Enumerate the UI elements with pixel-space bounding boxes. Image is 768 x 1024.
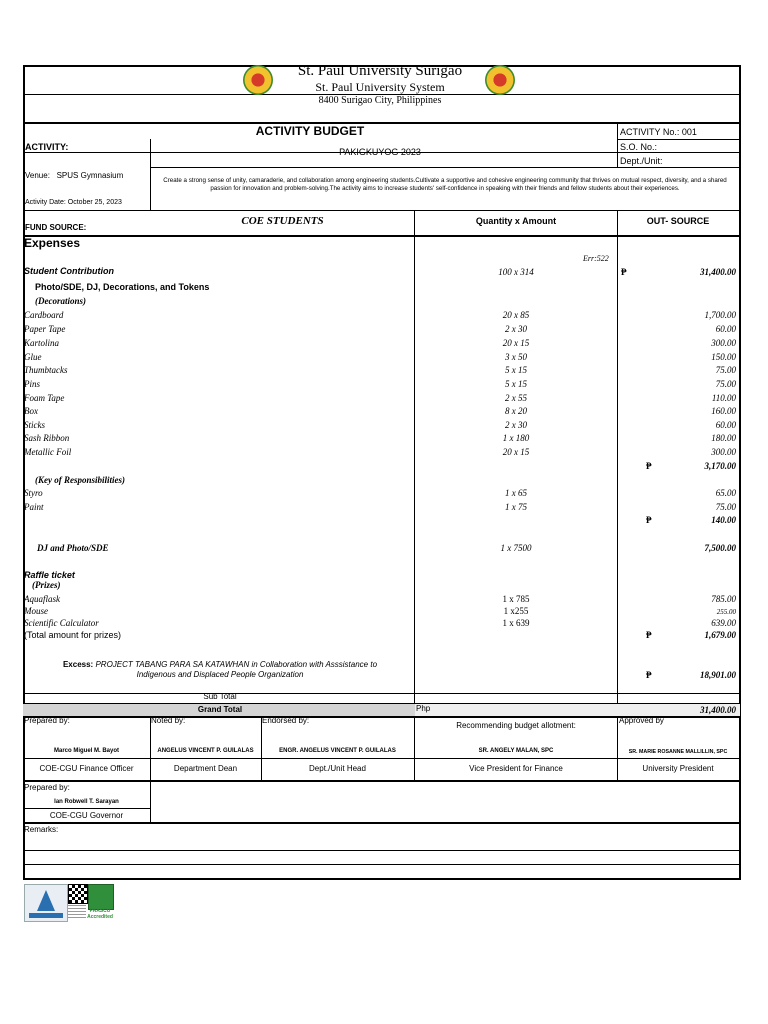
raffle-title: Raffle ticket (24, 570, 75, 580)
paascu-label (84, 908, 116, 920)
out-source-header: OUT- SOURCE (646, 216, 710, 226)
list-item-qty: 1 x 785 (502, 594, 530, 604)
list-item-name: Pins (24, 379, 41, 389)
prepared-by-title: COE-CGU Finance Officer (39, 764, 134, 773)
section-photo-dj-title: Photo/SDE, DJ, Decorations, and Tokens (35, 282, 210, 292)
list-item-name: Scientific Calculator (24, 618, 99, 628)
approved-by-name: SR. MARIE ROSANNE MALLILLIN, SPC (628, 749, 728, 755)
list-item-qty: 1 x 180 (502, 433, 530, 443)
list-item-qty: 5 x 15 (505, 379, 527, 389)
paascu-logo-icon (88, 884, 114, 910)
recommending-name: SR. ANGELY MALAN, SPC (478, 748, 554, 754)
list-item-amount: 150.00 (711, 352, 736, 362)
list-item-amount: 60.00 (715, 324, 736, 334)
excess-label: Excess: (62, 660, 94, 669)
peso-sign: ₱ (646, 461, 652, 471)
remarks-label: Remarks: (24, 825, 59, 834)
list-item-qty: 5 x 15 (505, 365, 527, 375)
list-item-qty: 20 x 15 (502, 338, 530, 348)
form-title: ACTIVITY BUDGET (255, 124, 365, 138)
list-item-qty: 2 x 30 (505, 324, 527, 334)
student-contribution-label: Student Contribution (24, 266, 114, 276)
qr-code-icon (68, 884, 88, 904)
venue-value: SPUS Gymnasium (56, 171, 124, 180)
activity-number (620, 127, 697, 137)
excess-amount: 18,901.00 (700, 670, 736, 680)
excess-note (30, 660, 410, 680)
recommending-title: Vice President for Finance (469, 764, 563, 773)
list-item-amount: 65.00 (715, 488, 736, 498)
list-item-name: Paper Tape (24, 324, 66, 334)
endorsed-by-name: ENGR. ANGELUS VINCENT P. GUILALAS (279, 748, 396, 754)
student-contribution-qty: 100 x 314 (498, 267, 534, 277)
list-item-qty: 1 x 75 (505, 502, 527, 512)
list-item-amount: 639.00 (711, 618, 736, 628)
university-name: St. Paul University Surigao (297, 63, 463, 79)
dj-photo-amount: 7,500.00 (704, 543, 736, 553)
activity-number-value: 001 (681, 127, 697, 137)
prepared-by-title-2: COE-CGU Governor (49, 811, 124, 820)
endorsed-by-title: Dept./Unit Head (309, 764, 366, 773)
peso-sign: ₱ (646, 630, 652, 640)
list-item-amount: 60.00 (715, 420, 736, 430)
list-item-qty: 2 x 30 (505, 420, 527, 430)
fund-source: COE STUDENTS (241, 215, 324, 227)
so-number-label: S.O. No.: (620, 142, 658, 152)
list-item-qty: 8 x 20 (505, 406, 527, 416)
list-item-amount: 75.00 (715, 502, 736, 512)
list-item-amount: 300.00 (711, 338, 736, 348)
venue (25, 171, 123, 180)
list-item-qty: 20 x 85 (502, 310, 530, 320)
university-system: St. Paul University System (315, 80, 445, 94)
list-item-name: Box (24, 406, 38, 416)
peso-sign: ₱ (621, 267, 627, 277)
list-item-qty: 20 x 15 (502, 447, 530, 457)
activity-number-label: ACTIVITY No.: (620, 127, 680, 137)
list-item-name: Thumbtacks (24, 365, 68, 375)
error-indicator: Err:522 (583, 254, 609, 263)
activity-description: Create a strong sense of unity, camaraderie, and collaboration among engineering students.Cultivate a supportive and cohesive engineering community that thrives on mutual respect, diversity, and a shared passion for innovation and problem-solving.The activity aims to increase students' self-confidence in speaking with their friends and fellow students about their experiences. (163, 177, 727, 192)
approved-by-title: University President (642, 764, 714, 773)
recommending-label: Recommending budget allotment: (456, 721, 576, 730)
expenses-label: Expenses (24, 236, 81, 250)
peso-sign: ₱ (646, 515, 652, 525)
list-item-name: Paint (24, 502, 44, 512)
approved-by-label: Approved by (619, 716, 664, 725)
list-item-name: Sash Ribbon (24, 433, 70, 443)
qty-header: Quantity x Amount (475, 216, 557, 226)
sub-total-label: Sub Total (203, 692, 237, 701)
student-contribution-amount: 31,400.00 (700, 267, 736, 277)
list-item-amount: 1,700.00 (704, 310, 736, 320)
list-item-name: Aquaflask (24, 594, 60, 604)
list-item-name: Glue (24, 352, 42, 362)
list-item-amount: 300.00 (711, 447, 736, 457)
paascu-line1: PAASCU (89, 908, 111, 914)
excess-text-line1: PROJECT TABANG PARA SA KATAWHAN in Collaboration with Asssistance to (95, 660, 378, 669)
list-item-name: Styro (24, 488, 43, 498)
prepared-by-name-2: Ian Robwell T. Sarayan (54, 799, 119, 805)
key-responsibilities-title: (Key of Responsibilities) (35, 475, 125, 485)
prepared-by-label: Prepared by: (24, 716, 70, 725)
grand-total-label: Grand Total (197, 705, 243, 714)
list-item-qty: 3 x 50 (505, 352, 527, 362)
prepared-by-name: Marco Miguel M. Bayot (53, 748, 119, 754)
peso-sign: ₱ (646, 670, 652, 680)
excess-text-line2: Indigenous and Displaced People Organization (136, 670, 304, 679)
list-item-qty: 1 x255 (503, 606, 529, 616)
prizes-note: (Total amount for prizes) (24, 630, 122, 640)
grand-total-amount: 31,400.00 (700, 705, 736, 715)
list-item-name: Metallic Foil (24, 447, 72, 457)
list-item-qty: 2 x 55 (505, 393, 527, 403)
list-item-amount: 160.00 (711, 406, 736, 416)
php-label: Php (416, 704, 431, 713)
list-item-amount: 75.00 (715, 365, 736, 375)
venue-label: Venue: (25, 171, 50, 180)
key-total: 140.00 (711, 515, 736, 525)
prizes-total: 1,679.00 (704, 630, 736, 640)
list-item-amount: 785.00 (711, 594, 736, 604)
dj-photo-qty: 1 x 7500 (500, 543, 532, 553)
list-item-amount: 110.00 (711, 393, 736, 403)
university-seal-left (243, 65, 273, 95)
dj-photo-label: DJ and Photo/SDE (37, 543, 109, 553)
list-item-name: Sticks (24, 420, 45, 430)
list-item-name: Foam Tape (24, 393, 65, 403)
prepared-by-label-2: Prepared by: (24, 783, 70, 792)
endorsed-by-label: Endorsed by: (262, 716, 310, 725)
list-item-name: Mouse (24, 606, 48, 616)
list-item-qty: 1 x 65 (505, 488, 527, 498)
decorations-title: (Decorations) (35, 296, 86, 306)
activity-name: PAKIGKUYOG 2023 (339, 147, 421, 157)
list-item-name: Kartolina (24, 338, 60, 348)
prizes-title: (Prizes) (32, 580, 61, 590)
list-item-qty: 1 x 639 (502, 618, 530, 628)
list-item-amount: 75.00 (715, 379, 736, 389)
certification-icon (25, 885, 67, 921)
fund-source-label: FUND SOURCE: (25, 223, 87, 232)
university-address: 8400 Surigao City, Philippines (318, 95, 442, 106)
certification-badge (24, 884, 68, 922)
activity-date: Activity Date: October 25, 2023 (25, 199, 122, 206)
dept-unit-label: Dept./Unit: (620, 156, 663, 166)
list-item-amount: 180.00 (711, 433, 736, 443)
noted-by-title: Department Dean (173, 764, 238, 773)
paascu-line2: Accredited (87, 914, 113, 920)
activity-label: ACTIVITY: (25, 142, 69, 152)
list-item-name: Cardboard (24, 310, 64, 320)
noted-by-name: ANGELUS VINCENT P. GUILALAS (157, 748, 254, 754)
noted-by-label: Noted by: (151, 716, 186, 725)
decorations-total: 3,170.00 (704, 461, 736, 471)
list-item-amount: 255.00 (716, 608, 736, 616)
